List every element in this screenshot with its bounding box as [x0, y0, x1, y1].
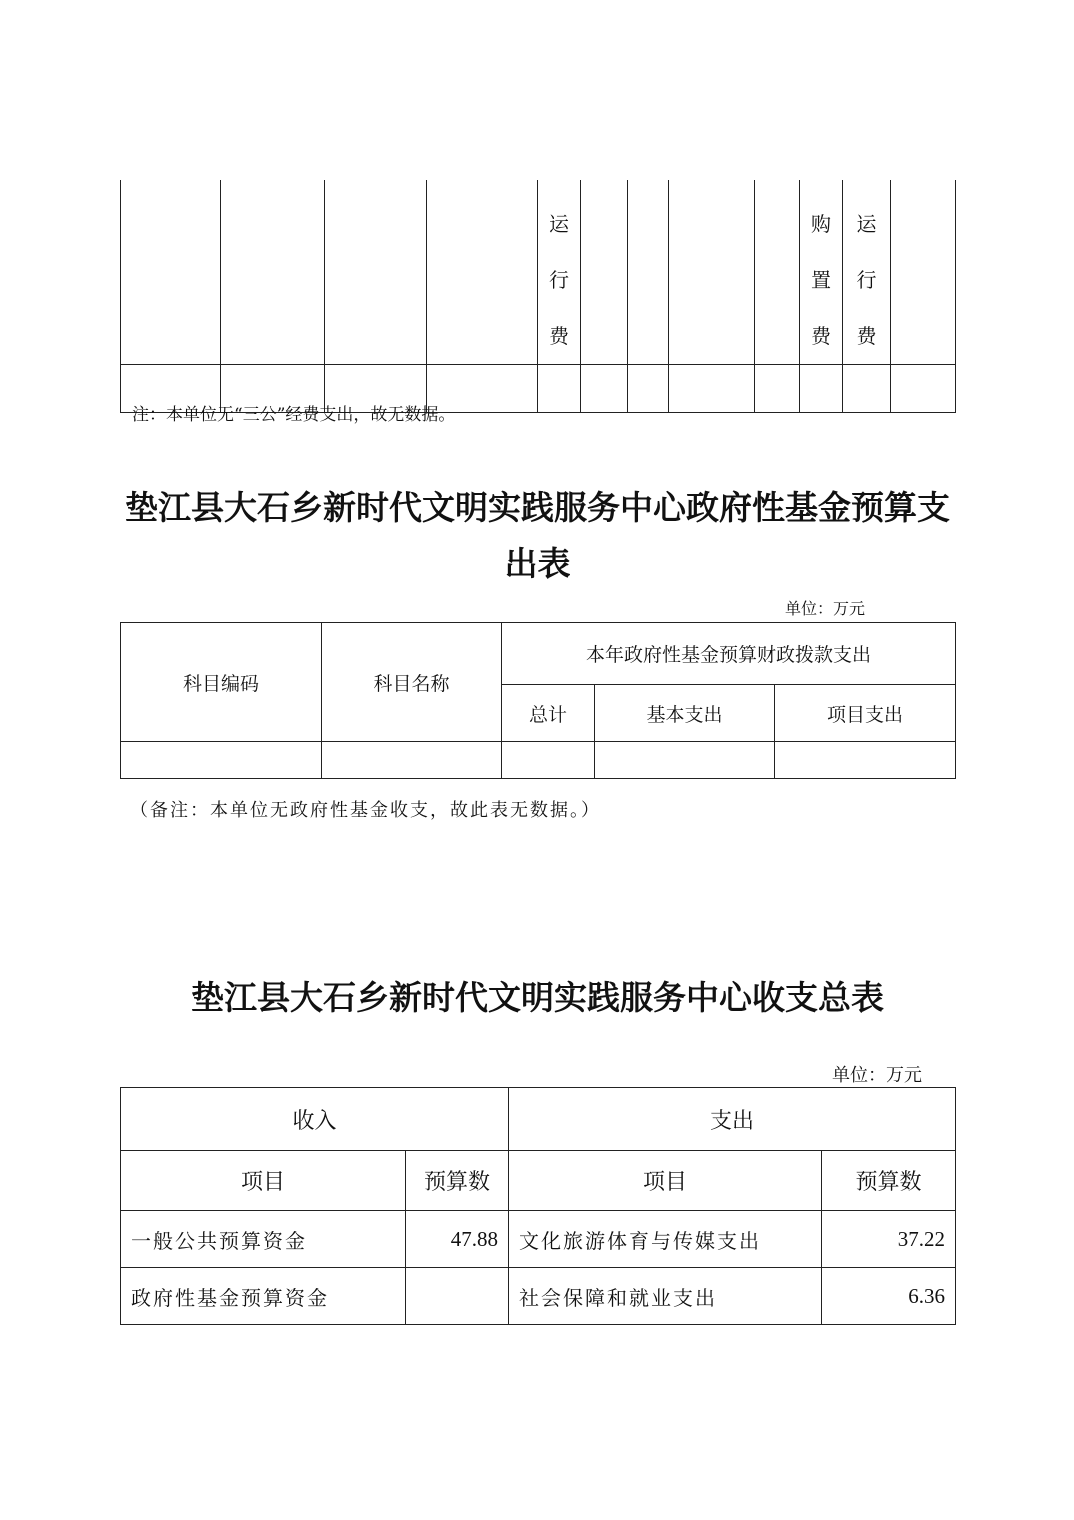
header-basic-expense: 基本支出	[595, 685, 775, 742]
header-expense-budget: 预算数	[822, 1151, 956, 1211]
three-public-note: 注：本单位无“三公”经费支出，故无数据。	[132, 405, 456, 425]
unit-label-2: 单位：万元	[832, 1065, 922, 1086]
fund-budget-title: 垫江县大石乡新时代文明实践服务中心政府性基金预算支 出表	[125, 488, 950, 583]
fund-budget-table	[120, 622, 956, 779]
income-expense-table	[120, 1087, 956, 1325]
table-cell	[891, 180, 956, 365]
income-value	[406, 1268, 509, 1325]
expense-value: 6.36	[822, 1268, 956, 1325]
table-cell	[628, 180, 669, 365]
table-cell	[221, 180, 325, 365]
header-subject-code: 科目编码	[121, 623, 322, 742]
income-value: 47.88	[406, 1211, 509, 1268]
table-cell	[325, 180, 427, 365]
header-income: 收入	[121, 1088, 509, 1151]
income-item: 政府性基金预算资金	[121, 1268, 406, 1325]
header-income-item: 项目	[121, 1151, 406, 1211]
table-cell	[427, 180, 538, 365]
table-cell	[669, 180, 755, 365]
expense-item: 文化旅游体育与传媒支出	[509, 1211, 822, 1268]
header-project-expense: 项目支出	[775, 685, 956, 742]
income-item: 一般公共预算资金	[121, 1211, 406, 1268]
header-total: 总计	[502, 685, 595, 742]
income-expense-title: 垫江县大石乡新时代文明实践服务中心收支总表	[191, 978, 884, 1017]
unit-label: 单位：万元	[785, 599, 866, 618]
table-row	[121, 1211, 956, 1268]
table-cell	[121, 180, 221, 365]
expense-item: 社会保障和就业支出	[509, 1268, 822, 1325]
header-fund-expenditure: 本年政府性基金预算财政拨款支出	[502, 623, 956, 685]
table-row	[121, 1268, 956, 1325]
expense-value: 37.22	[822, 1211, 956, 1268]
table-row	[121, 742, 956, 779]
header-operating-cost-2: 运 行 费	[843, 180, 891, 365]
fund-budget-note: （备注：本单位无政府性基金收支，故此表无数据。）	[130, 800, 601, 821]
header-subject-name: 科目名称	[322, 623, 502, 742]
header-expense-item: 项目	[509, 1151, 822, 1211]
table-cell	[581, 180, 628, 365]
header-operating-cost: 运 行 费	[538, 180, 581, 365]
header-expense: 支出	[509, 1088, 956, 1151]
three-public-table-fragment	[120, 180, 956, 413]
table-cell	[755, 180, 800, 365]
header-purchase-cost: 购 置 费	[800, 180, 843, 365]
header-income-budget: 预算数	[406, 1151, 509, 1211]
